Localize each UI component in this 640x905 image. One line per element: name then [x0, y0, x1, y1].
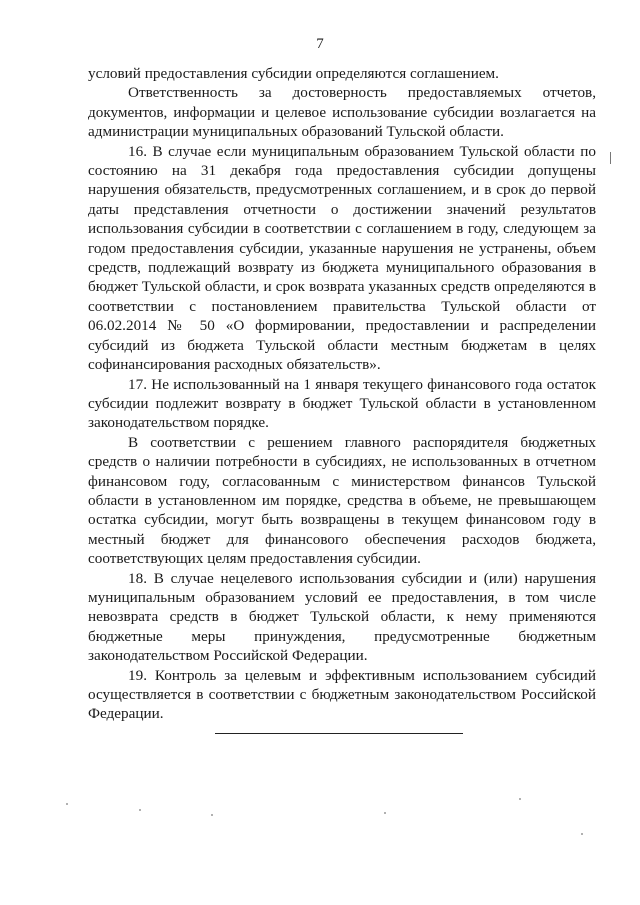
paragraph-continuation: условий предоставления субсидии определяются соглашением. — [88, 65, 499, 82]
page-number: 7 — [316, 36, 324, 52]
scan-speck — [519, 798, 521, 800]
scan-speck — [581, 833, 583, 835]
margin-scan-mark — [610, 152, 611, 164]
paragraph-responsibility: Ответственность за достоверность предоставляемых отчетов, документов, информации и целевое использование субсидии возлагается на администрации муниципальных образований Тульской области. — [88, 84, 596, 141]
paragraph-clause-17: 17. Не использованный на 1 января текущего финансового года остаток субсидии подлежит возврату в бюджет Тульской области в установленном законодательством порядке. — [88, 375, 596, 432]
scan-speck — [384, 812, 386, 814]
paragraph-clause-16: 16. В случае если муниципальным образованием Тульской области по состоянию на 31 декабря года предоставления субсидии допущены нарушения обязательств, предусмотренных соглашением, и в срок до первой даты представления отчетности о достижении значений результатов использования субсидии в соответствии с соглашением в году, следующем за годом предоставления субсидии, указанные нарушения не устранены, объем средств, подлежащий возврату из бюджета муниципального образования в бюджет Тульской области, и срок возврата указанных средств определяются в соответствии с постановлением правительства Тульской области от 06.02.2014 № 50 «О формировании, предоставлении и распределении субсидий из бюджета Тульской области местным бюджетам в целях софинансирования расходных обязательств». — [88, 142, 596, 374]
paragraph-clause-18: 18. В случае нецелевого использования субсидии и (или) нарушения муниципальным образованием условий ее предоставления, в том числе невозврата средств в бюджет Тульской области, к нему применяются бюджетные меры принуждения, предусмотренные бюджетным законодательством Российской Федерации. — [88, 569, 596, 665]
document-body — [88, 64, 596, 724]
scan-speck — [211, 814, 213, 816]
paragraph-clause-17-return: В соответствии с решением главного распорядителя бюджетных средств о наличии потребности в субсидиях, не использованных в отчетном финансовом году, согласованным с министерством финансов Тульской области в установленном им порядке, средства в объеме, не превышающем остатка субсидии, могут быть возвращены в текущем финансовом году в местный бюджет для финансового обеспечения расходов бюджета, соответствующих целям предоставления субсидии. — [88, 433, 596, 568]
end-of-text-rule — [215, 733, 463, 734]
scan-speck — [66, 803, 68, 805]
paragraph-clause-19: 19. Контроль за целевым и эффективным использованием субсидий осуществляется в соответствии с бюджетным законодательством Российской Федерации. — [88, 666, 596, 723]
scan-speck — [139, 809, 141, 811]
